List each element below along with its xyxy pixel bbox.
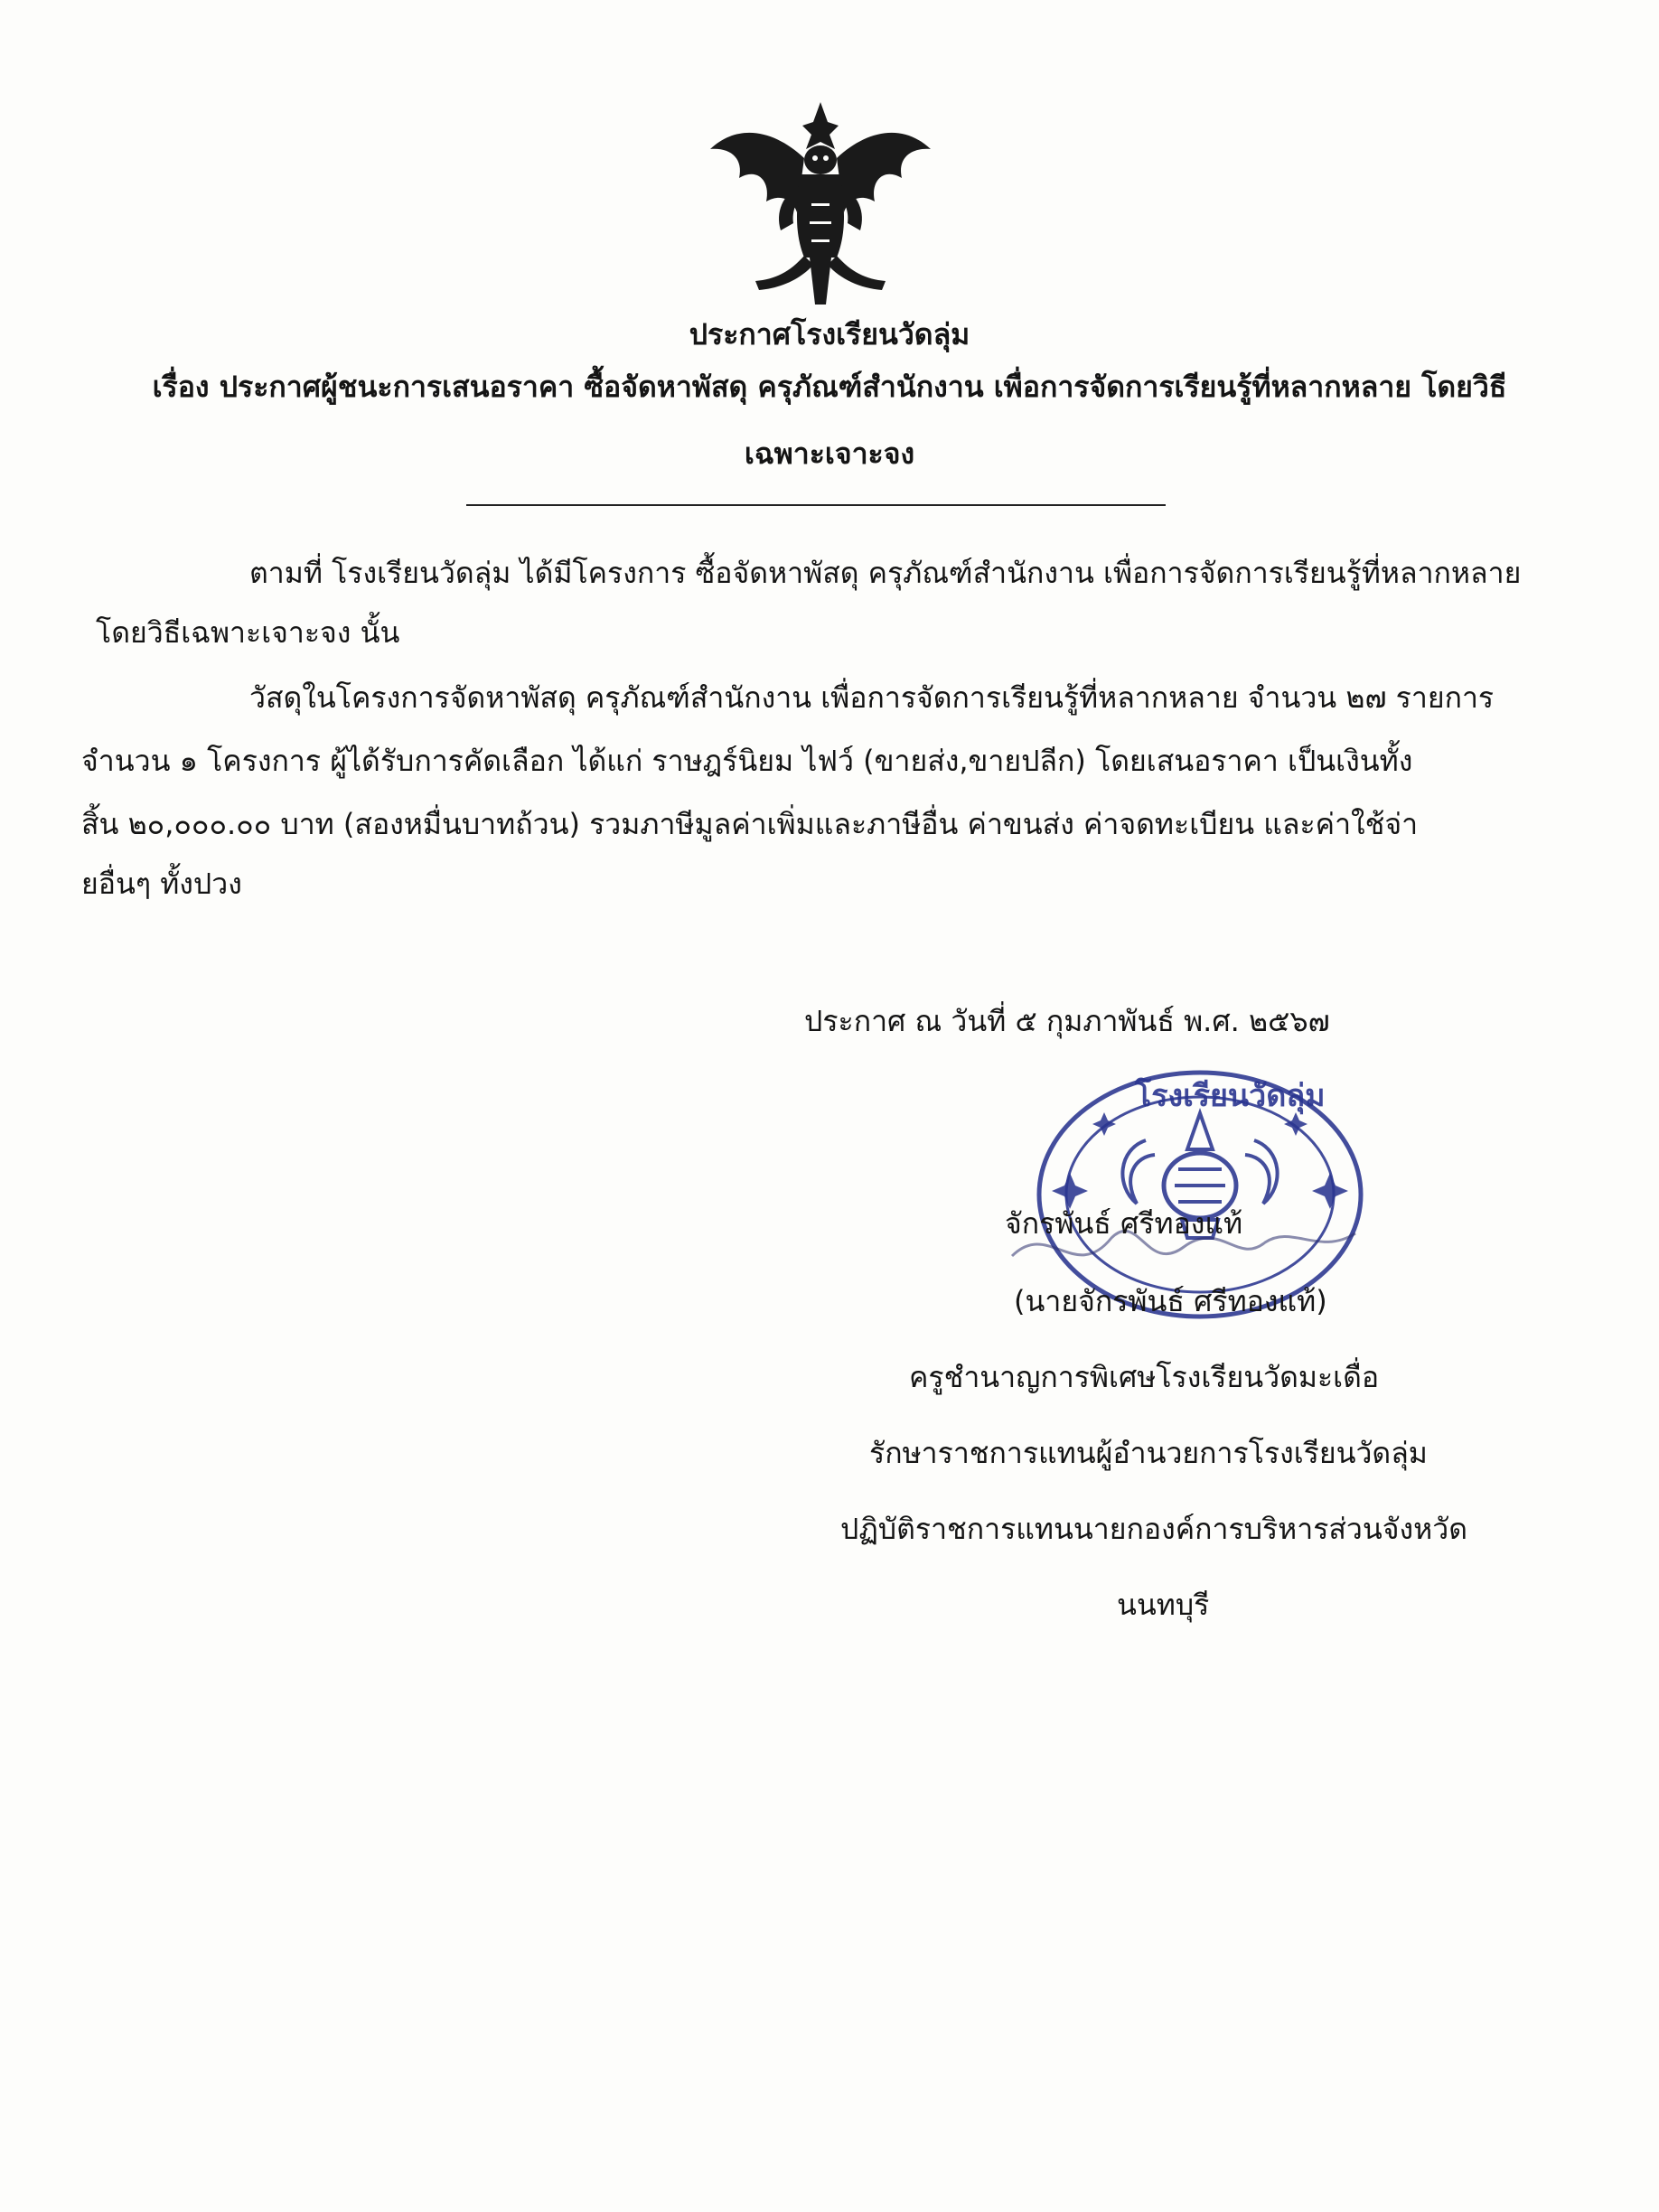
paragraph-2-line-1: วัสดุในโครงการจัดหาพัสดุ ครุภัณฑ์สำนักงาน เพื่อการจัดการเรียนรู้ที่หลากหลาย จำนวน ๒๗ รายการ xyxy=(249,680,1495,715)
paragraph-2-line-3: สิ้น ๒๐,๐๐๐.๐๐ บาท (สองหมื่นบาทถ้วน) รวมภาษีมูลค่าเพิ่มและภาษีอื่น ค่าขนส่ง ค่าจดทะเบียน และค่าใช้จ่า xyxy=(81,807,1419,841)
signatory-title-line-4: นนทบุรี xyxy=(1117,1588,1210,1622)
signature-name: จักรพันธ์ ศรีทองแท้ xyxy=(1005,1206,1243,1241)
paragraph-2-line-2: จำนวน ๑ โครงการ ผู้ได้รับการคัดเลือก ได้แก่ ราษฎร์นิยม ไฟว์ (ขายส่ง,ขายปลีก) โดยเสนอราคา เป็นเงินทั้ง xyxy=(81,744,1413,778)
signatory-title-line-2: รักษาราชการแทนผู้อำนวยการโรงเรียนวัดลุ่ม xyxy=(869,1436,1428,1470)
signatory-title-line-3: ปฏิบัติราชการแทนนายกองค์การบริหารส่วนจังหวัด xyxy=(840,1512,1467,1546)
signatory-printed-name: (นายจักรพันธ์ ศรีทองแท้) xyxy=(1014,1284,1327,1318)
paragraph-1-line-2: โดยวิธีเฉพาะเจาะจง นั้น xyxy=(96,615,400,650)
seal-school-name: โรงเรียนวัดลุ่ม xyxy=(1135,1078,1326,1114)
garuda-emblem-icon xyxy=(703,95,938,312)
header-divider xyxy=(466,504,1166,506)
subject-line-2: เฉพาะเจาะจง xyxy=(744,436,915,471)
announcement-title: ประกาศโรงเรียนวัดลุ่ม xyxy=(689,317,970,351)
paragraph-1-line-1: ตามที่ โรงเรียนวัดลุ่ม ได้มีโครงการ ซื้อจัดหาพัสดุ ครุภัณฑ์สำนักงาน เพื่อการจัดการเรียนรู้ที่หลากหลาย xyxy=(249,556,1522,590)
paragraph-2-line-4: ยอื่นๆ ทั้งปวง xyxy=(81,867,242,901)
announcement-date: ประกาศ ณ วันที่ ๕ กุมภาพันธ์ พ.ศ. ๒๕๖๗ xyxy=(804,1004,1330,1038)
signatory-title-line-1: ครูชำนาญการพิเศษโรงเรียนวัดมะเดื่อ xyxy=(909,1360,1380,1394)
subject-line-1: เรื่อง ประกาศผู้ชนะการเสนอราคา ซื้อจัดหาพัสดุ ครุภัณฑ์สำนักงาน เพื่อการจัดการเรียนรู้ที่หลากหลาย โดยวิธี xyxy=(152,370,1507,404)
